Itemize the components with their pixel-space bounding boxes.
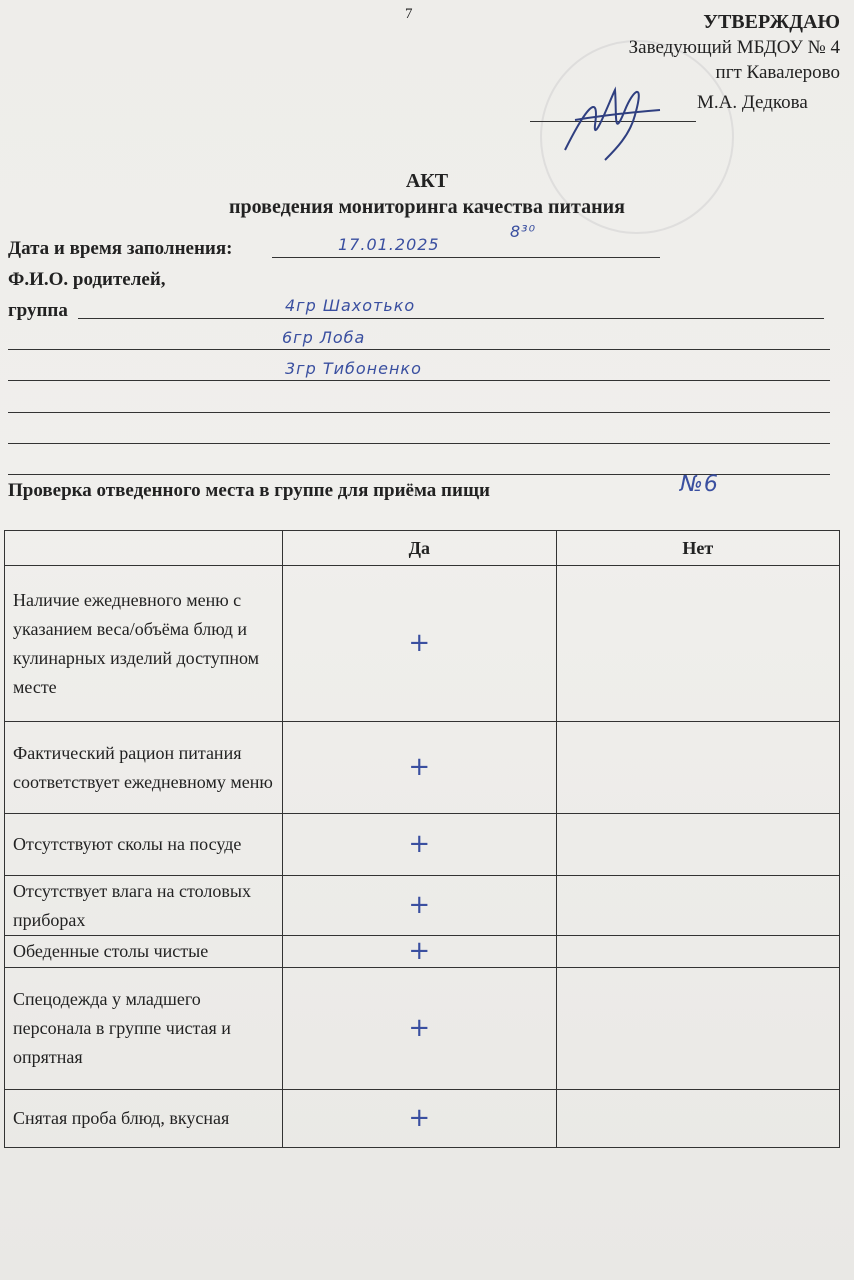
section-title: Проверка отведенного места в группе для приёма пищи bbox=[8, 480, 490, 501]
group-entry-2: 6гр Лоба bbox=[282, 328, 366, 347]
approval-location: пгт Кавалерово bbox=[715, 62, 840, 83]
table-row bbox=[5, 876, 840, 936]
no-cell bbox=[556, 722, 839, 814]
no-cell bbox=[556, 936, 839, 968]
document-subtitle: проведения мониторинга качества питания bbox=[229, 196, 625, 218]
table-header-row bbox=[5, 531, 840, 566]
approver-name: М.А. Дедкова bbox=[697, 92, 808, 113]
criterion-cell: Спецодежда у младшего персонала в группе чистая и опрятная bbox=[5, 968, 283, 1090]
criterion-cell: Наличие ежедневного меню с указанием веса/объёма блюд и кулинарных изделий доступном месте bbox=[5, 566, 283, 722]
no-cell bbox=[556, 876, 839, 936]
group-line-1 bbox=[78, 300, 824, 319]
parents-label: Ф.И.О. родителей, bbox=[8, 269, 166, 290]
group-line-4 bbox=[8, 396, 830, 413]
approval-heading: УТВЕРЖДАЮ bbox=[703, 11, 840, 33]
no-cell bbox=[556, 566, 839, 722]
yes-cell: + bbox=[283, 814, 556, 876]
table-row bbox=[5, 1090, 840, 1148]
document-title: АКТ bbox=[405, 170, 449, 192]
table-row bbox=[5, 722, 840, 814]
table-header-yes: Да bbox=[283, 531, 556, 566]
yes-cell: + bbox=[283, 1090, 556, 1148]
date-label: Дата и время заполнения: bbox=[8, 238, 233, 259]
group-label: группа bbox=[8, 300, 68, 321]
table-row bbox=[5, 814, 840, 876]
group-line-2 bbox=[8, 333, 830, 350]
table-row bbox=[5, 968, 840, 1090]
section-note: №6 bbox=[680, 472, 719, 497]
yes-cell: + bbox=[283, 968, 556, 1090]
no-cell bbox=[556, 814, 839, 876]
page-number: 7 bbox=[405, 6, 413, 22]
criterion-cell: Отсутствуют сколы на посуде bbox=[5, 814, 283, 876]
criterion-cell: Снятая проба блюд, вкусная bbox=[5, 1090, 283, 1148]
date-value: 17.01.2025 bbox=[338, 235, 440, 254]
table-row bbox=[5, 936, 840, 968]
yes-cell: + bbox=[283, 936, 556, 968]
date-line bbox=[272, 241, 660, 258]
table-row bbox=[5, 566, 840, 722]
criterion-cell: Обеденные столы чистые bbox=[5, 936, 283, 968]
no-cell bbox=[556, 968, 839, 1090]
table-header-no: Нет bbox=[556, 531, 839, 566]
criterion-cell: Фактический рацион питания соответствует ежедневному меню bbox=[5, 722, 283, 814]
signature bbox=[555, 70, 665, 165]
approval-position: Заведующий МБДОУ № 4 bbox=[628, 37, 840, 58]
yes-cell: + bbox=[283, 722, 556, 814]
time-value: 8³⁰ bbox=[510, 222, 537, 241]
checklist-table bbox=[4, 530, 840, 1148]
yes-cell: + bbox=[283, 566, 556, 722]
group-line-5 bbox=[8, 427, 830, 444]
group-entry-1: 4гр Шахотько bbox=[285, 296, 416, 315]
no-cell bbox=[556, 1090, 839, 1148]
criterion-cell: Отсутствует влага на столовых приборах bbox=[5, 876, 283, 936]
group-entry-3: 3гр Тибоненко bbox=[285, 359, 422, 378]
table-header-criterion bbox=[5, 531, 283, 566]
yes-cell: + bbox=[283, 876, 556, 936]
